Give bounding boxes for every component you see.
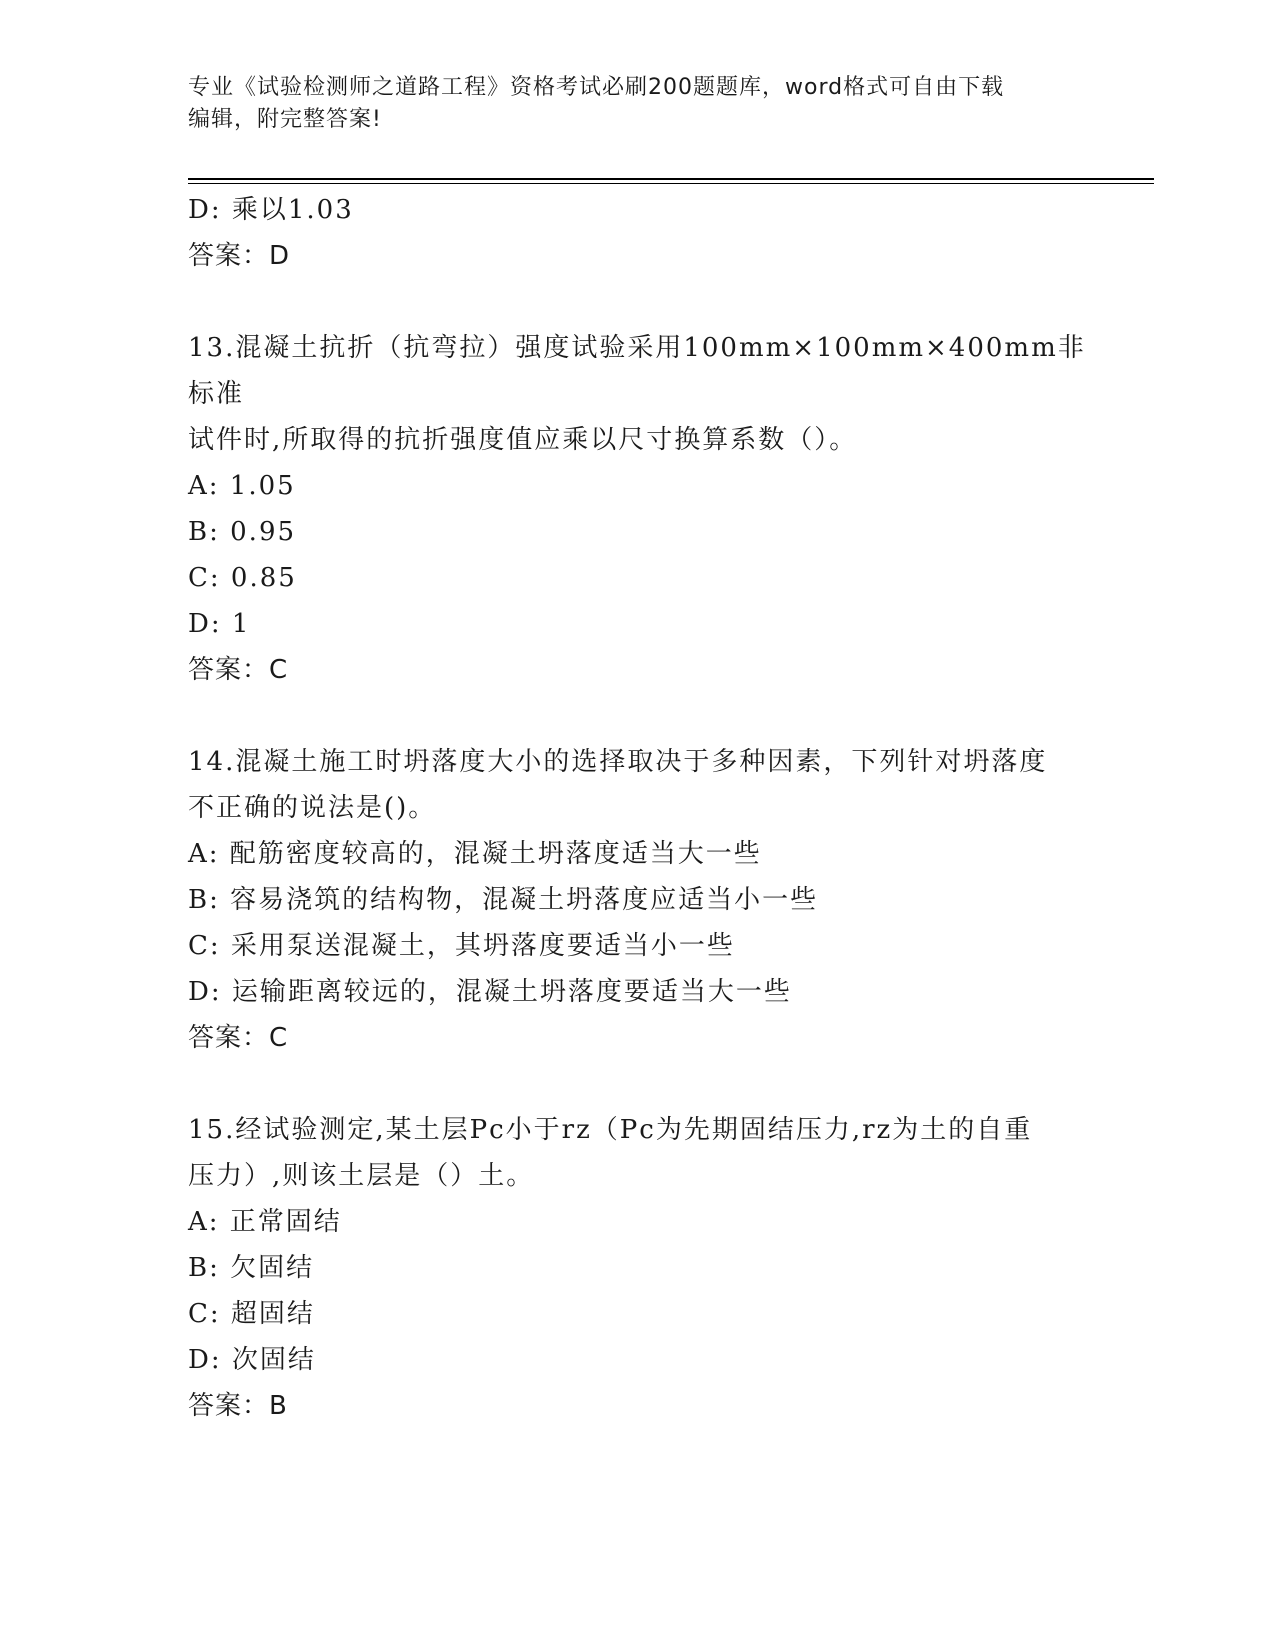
question-text-line-1: 14.混凝土施工时坍落度大小的选择取决于多种因素，下列针对坍落度 (188, 747, 1048, 777)
answer-line: 答案：D (188, 241, 291, 271)
question-text-line-2: 试件时,所取得的抗折强度值应乘以尺寸换算系数（）。 (188, 425, 858, 455)
option-d: D: 次固结 (188, 1345, 316, 1375)
option-b: B: 欠固结 (188, 1253, 315, 1283)
question-13 (188, 325, 1088, 693)
question-text-line-2: 压力）,则该土层是（）土。 (188, 1161, 535, 1191)
option-a: A: 配筋密度较高的，混凝土坍落度适当大一些 (188, 839, 762, 869)
document-body (188, 187, 1088, 1429)
option-c: C: 0.85 (188, 563, 297, 593)
answer-line: 答案：C (188, 1023, 289, 1053)
option-d: D: 乘以1.03 (188, 195, 354, 225)
answer-line: 答案：B (188, 1391, 288, 1421)
header-divider-thin (188, 183, 1154, 184)
header-line-2: 编辑，附完整答案! (188, 107, 382, 132)
option-a: A: 正常固结 (188, 1207, 342, 1237)
question-text-line-2: 不正确的说法是()。 (188, 793, 437, 823)
question-15 (188, 1107, 1088, 1429)
option-d: D: 1 (188, 609, 251, 639)
document-header (188, 72, 1088, 136)
question-text-line-1: 15.经试验测定,某土层Pc小于rz（Pc为先期固结压力,rz为土的自重 (188, 1115, 1033, 1145)
carryover-block (188, 187, 1088, 279)
answer-line: 答案：C (188, 655, 289, 685)
header-divider-thick (188, 178, 1154, 180)
option-c: C: 超固结 (188, 1299, 315, 1329)
option-c: C: 采用泵送混凝土，其坍落度要适当小一些 (188, 931, 735, 961)
option-b: B: 0.95 (188, 517, 297, 547)
question-14 (188, 739, 1088, 1061)
option-b: B: 容易浇筑的结构物，混凝土坍落度应适当小一些 (188, 885, 819, 915)
option-a: A: 1.05 (188, 471, 296, 501)
question-text-line-1: 13.混凝土抗折（抗弯拉）强度试验采用100mm×100mm×400mm非标准 (188, 333, 1086, 409)
option-d: D: 运输距离较远的，混凝土坍落度要适当大一些 (188, 977, 792, 1007)
header-line-1: 专业《试验检测师之道路工程》资格考试必刷200题题库，word格式可自由下载 (188, 75, 1005, 100)
